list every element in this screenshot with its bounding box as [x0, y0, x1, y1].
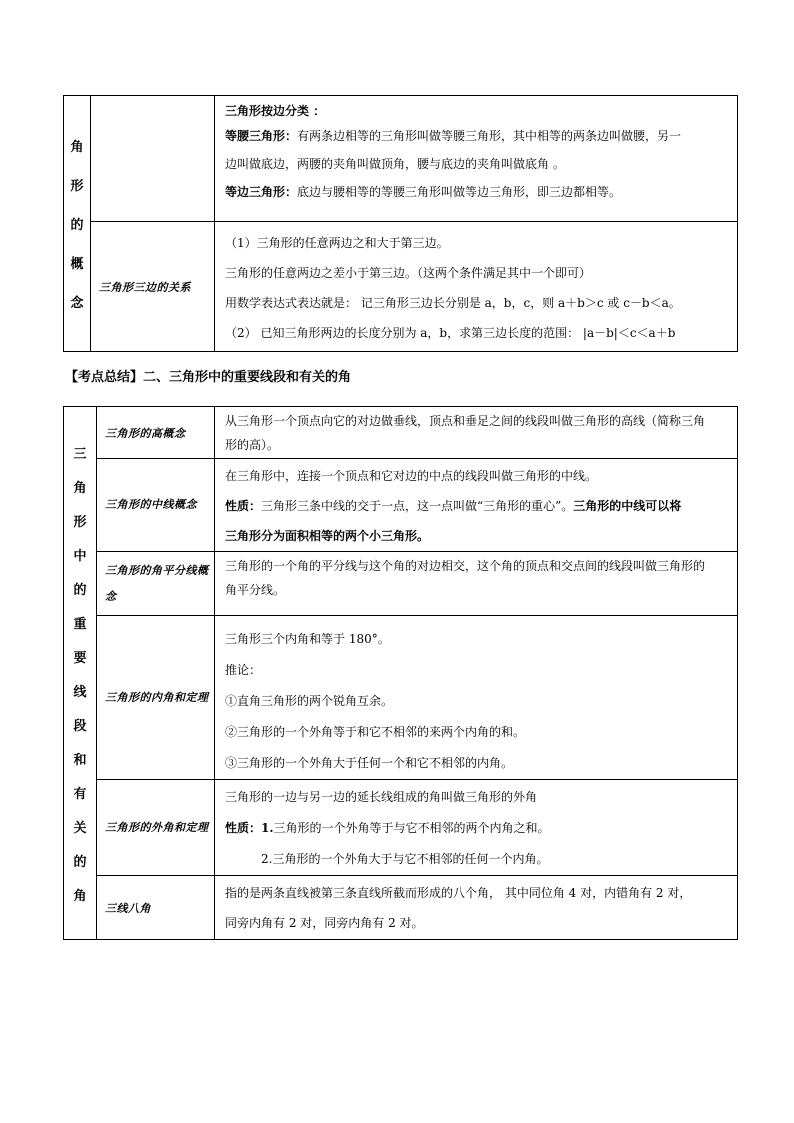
content-cell: 指的是两条直线被第三条直线所截而形成的八个角， 其中同位角 4 对，内错角有 2 对， 同旁内角有 2 对，同旁内角有 2 对。 — [215, 876, 738, 940]
section-heading: 【考点总结】二、三角形中的重要线段和有关的角 — [65, 370, 352, 385]
content-cell: 三角形的一个角的平分线与这个角的对边相交，这个角的顶点和交点间的线段叫做三角形的 角平分线。 — [215, 552, 738, 616]
vertical-label: 角 形 的 概 念 — [64, 96, 91, 352]
content-cell: 在三角形中，连接一个顶点和它对边的中点的线段叫做三角形的中线。 性质：三角形三条中线的交于一点，这一点叫做“三角形的重心”。三角形的中线可以将 三角形分为面积相等的两个小三角形。 — [215, 459, 738, 552]
line-segments-table — [63, 406, 738, 940]
category-cell: 三角形的外角和定理 — [97, 780, 215, 876]
category-cell — [91, 96, 215, 222]
content-cell: 三角形的一边与另一边的延长线组成的角叫做三角形的外角 性质：1.三角形的一个外角等于与它不相邻的两个内角之和。 2.三角形的一个外角大于与它不相邻的任何一个内角。 — [215, 780, 738, 876]
content-cell: （1）三角形的任意两边之和大于第三边。 三角形的任意两边之差小于第三边。（这两个条件满足其中一个即可） 用数学表达式表达就是： 记三角形三边长分别是 a，b，c，则 a＋b＞c 或 c－b＜a。 （2） 已知三角形两边的长度分别为 a，b，求第三边长度的范围： |a－b|＜c＜a＋b — [215, 222, 738, 352]
content-cell: 三角形按边分类 ： 等腰三角形：有两条边相等的三角形叫做等腰三角形，其中相等的两条边叫做腰，另一 边叫做底边，两腰的夹角叫做顶角，腰与底边的夹角叫做底角 。 等边三角形：底边与腰相等的等腰三角形叫做等边三角形，即三边都相等。 — [215, 96, 738, 222]
category-cell: 三角形的中线概念 — [97, 459, 215, 552]
vertical-label: 三 角 形 中 的 重 要 线 段 和 有 关 的 角 — [64, 407, 97, 940]
category-cell: 三角形的内角和定理 — [97, 616, 215, 780]
concept-table — [63, 95, 738, 352]
category-cell: 三角形三边的关系 — [91, 222, 215, 352]
category-cell: 三角形的角平分线概念 — [97, 552, 215, 616]
content-cell: 三角形三个内角和等于 180°。 推论： ①直角三角形的两个锐角互余。 ②三角形的一个外角等于和它不相邻的来两个内角的和。 ③三角形的一个外角大于任何一个和它不相邻的内角。 — [215, 616, 738, 780]
category-cell: 三线八角 — [97, 876, 215, 940]
category-cell: 三角形的高概念 — [97, 407, 215, 459]
content-cell: 从三角形一个顶点向它的对边做垂线，顶点和垂足之间的线段叫做三角形的高线（简称三角 形的高）。 — [215, 407, 738, 459]
